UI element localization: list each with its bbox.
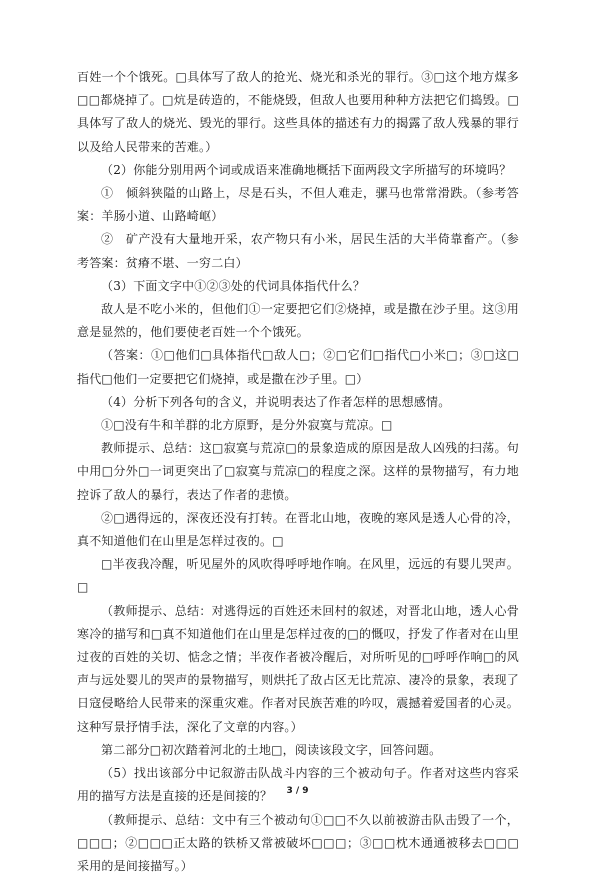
paragraph-12: □半夜我冷醒，听见屋外的风吹得呼呼地作响。在风里，远远的有婴儿哭声。□ [77, 553, 519, 599]
paragraph-16: （教师提示、总结：文中有三个被动句①□□不久以前被游击队击毁了一个，□□□；②□□□正太路的铁桥又常被破坏□□□；③□□枕木通通被移去□□□采用的是间接描写。） [77, 809, 519, 878]
paragraph-9: ①□没有牛和羊群的北方原野，是分外寂寞与荒凉。□ [77, 414, 519, 437]
paragraph-4: ② 矿产没有大量地开采，农产物只有小米，居民生活的大半倚靠畜产。（参考答案：贫瘠不堪、一穷二白） [77, 228, 519, 274]
paragraph-8: （4）分析下列各句的含义，并说明表达了作者怎样的思想感情。 [77, 391, 519, 414]
paragraph-1: 百姓一个个饿死。□具体写了敌人的抢光、烧光和杀光的罪行。③□这个地方煤多□□都烧掉了。□炕是砖造的，不能烧毁，但敌人也要用种种方法把它们捣毁。□具体写了敌人的烧光、毁光的罪行。这些具体的描述有力的揭露了敌人残暴的罪行以及给人民带来的苦难。） [77, 66, 519, 159]
paragraph-7: （答案：①□他们□具体指代□敌人□；②□它们□指代□小米□；③□这□指代□他们一定要把它们烧掉，或是撒在沙子里。□） [77, 344, 519, 390]
paragraph-5: （3）下面文字中①②③处的代词具体指代什么？ [77, 275, 519, 298]
document-body [77, 66, 519, 878]
paragraph-13: （教师提示、总结：对逃得远的百姓还未回村的叙述，对晋北山地，透人心骨寒冷的描写和□真不知道他们在山里是怎样过夜的□的慨叹，抒发了作者对在山里过夜的百姓的关切、惦念之情；半夜作者被冷醒后，对所听见的□呼呼作响□的风声与远处婴儿的哭声的景物描写，则烘托了敌占区无比荒凉、凄冷的景象，表现了日寇侵略给人民带来的深重灾难。作者对民族苦难的吟叹，震撼着爱国者的心灵。这种写景抒情手法，深化了文章的内容。） [77, 600, 519, 739]
page-number: 3 / 9 [0, 786, 595, 796]
paragraph-3: ① 倾斜狭隘的山路上，尽是石头，不但人难走，骡马也常常滑跌。（参考答案：羊肠小道、山路崎岖） [77, 182, 519, 228]
paragraph-10: 教师提示、总结：这□寂寞与荒凉□的景象造成的原因是敌人凶残的扫荡。句中用□分外□一词更突出了□寂寞与荒凉□的程度之深。这样的景物描写，有力地控诉了敌人的暴行，表达了作者的悲愤。 [77, 437, 519, 507]
paragraph-15: （5）找出该部分中记叙游击队战斗内容的三个被动句子。作者对这些内容采用的描写方法是直接的还是间接的？ [77, 762, 519, 808]
paragraph-11: ②□遇得远的，深夜还没有打转。在晋北山地，夜晚的寒风是透人心骨的冷，真不知道他们在山里是怎样过夜的。□ [77, 507, 519, 553]
paragraph-14: 第二部分□初次踏着河北的土地□，阅读该段文字，回答问题。 [77, 739, 519, 762]
paragraph-2: （2）你能分别用两个词或成语来准确地概括下面两段文字所描写的环境吗？ [77, 159, 519, 182]
paragraph-6: 敌人是不吃小米的，但他们①一定要把它们②烧掉，或是撒在沙子里。这③用意是显然的，他们要使老百姓一个个饿死。 [77, 298, 519, 344]
